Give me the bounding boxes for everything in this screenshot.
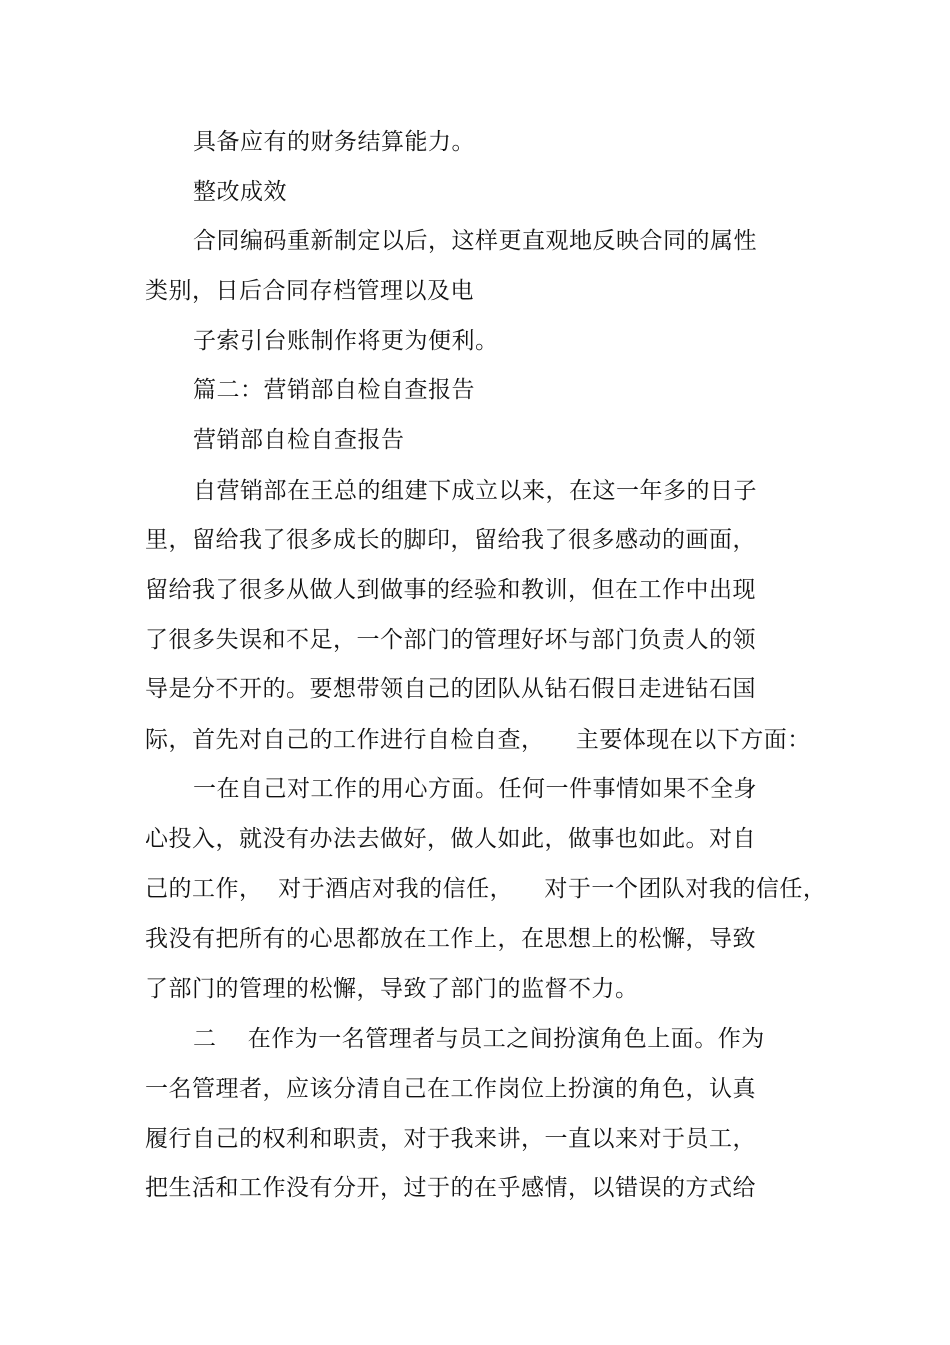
text-line-13: 际，首先对自己的工作进行自检自查， 主要体现在以下方面： — [145, 727, 811, 753]
text-line-10: 留给我了很多从做人到做事的经验和教训，但在工作中出现 — [145, 577, 756, 603]
text-line-17: 我没有把所有的心思都放在工作上，在思想上的松懈，导致 — [145, 926, 756, 952]
text-line-1: 具备应有的财务结算能力。 — [193, 129, 475, 155]
text-line-11: 了很多失误和不足，一个部门的管理好坏与部门负责人的领 — [145, 627, 756, 653]
text-line-7: 营销部自检自查报告 — [193, 427, 405, 453]
text-line-22: 把生活和工作没有分开，过于的在乎感情，以错误的方式给 — [145, 1175, 756, 1201]
text-line-2: 整改成效 — [193, 179, 287, 205]
text-line-6: 篇二：营销部自检自查报告 — [193, 377, 475, 403]
text-line-21: 履行自己的权利和职责，对于我来讲，一直以来对于员工， — [145, 1126, 756, 1152]
text-line-9: 里，留给我了很多成长的脚印，留给我了很多感动的画面， — [145, 527, 756, 553]
text-line-14: 一在自己对工作的用心方面。任何一件事情如果不全身 — [193, 776, 757, 802]
text-line-4: 类别，日后合同存档管理以及电 — [145, 278, 474, 304]
text-line-20: 一名管理者，应该分清自己在工作岗位上扮演的角色，认真 — [145, 1076, 756, 1102]
text-line-19: 二 在作为一名管理者与员工之间扮演角色上面。作为 — [193, 1026, 765, 1052]
text-line-3: 合同编码重新制定以后，这样更直观地反映合同的属性 — [193, 228, 757, 254]
text-line-12: 导是分不开的。要想带领自己的团队从钻石假日走进钻石国 — [145, 676, 756, 702]
text-line-15: 心投入，就没有办法去做好，做人如此，做事也如此。对自 — [145, 826, 756, 852]
text-line-16: 己的工作， 对于酒店对我的信任， 对于一个团队对我的信任， — [145, 876, 827, 902]
text-line-18: 了部门的管理的松懈，导致了部门的监督不力。 — [145, 976, 639, 1002]
text-line-8: 自营销部在王总的组建下成立以来，在这一年多的日子 — [193, 478, 757, 504]
text-line-5: 子索引台账制作将更为便利。 — [193, 328, 499, 354]
